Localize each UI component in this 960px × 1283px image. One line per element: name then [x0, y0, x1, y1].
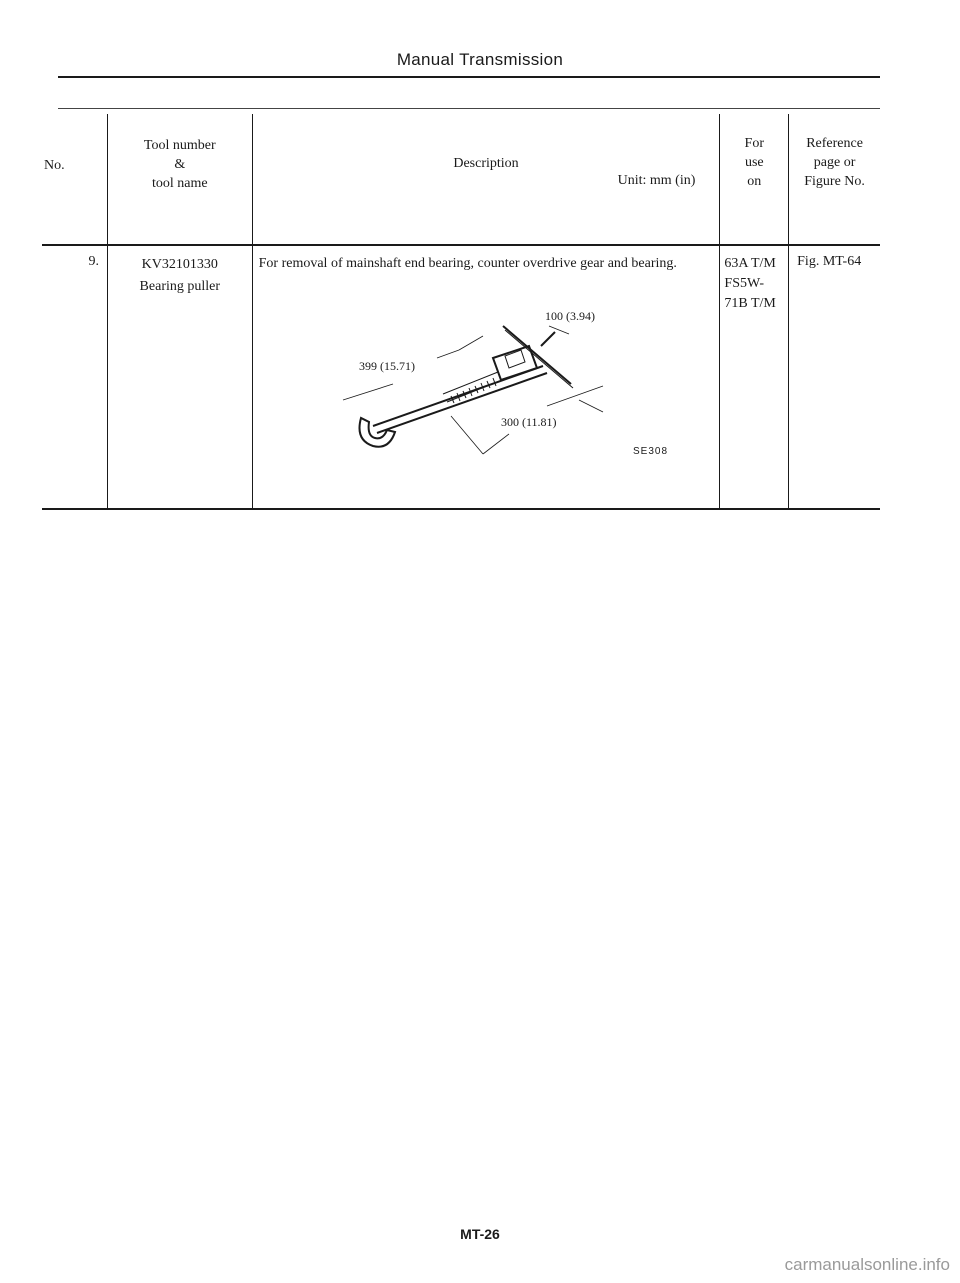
header-ref-line3: Figure No.	[804, 174, 865, 189]
dimension-label-100: 100 (3.94)	[544, 309, 595, 323]
header-tool-line3: tool name	[151, 176, 208, 191]
special-tools-table	[42, 114, 880, 510]
header-unit: Unit: mm (in)	[617, 173, 696, 188]
page-title: Manual Transmission	[396, 50, 564, 69]
description-text: For removal of mainshaft end bearing, counter overdrive gear and bearing.	[258, 256, 677, 271]
header-reference	[789, 114, 880, 245]
header-description-label: Description	[453, 156, 519, 171]
header-no: No.	[42, 114, 107, 245]
header-tool	[107, 114, 252, 245]
header-tool-line2: &	[174, 157, 186, 172]
header-use	[720, 114, 789, 245]
row-tool	[107, 245, 252, 509]
header-ref-line1: Reference	[806, 136, 863, 151]
tool-name: Bearing puller	[139, 279, 221, 294]
row-description	[252, 245, 720, 509]
dimension-label-399: 399 (15.71)	[358, 359, 415, 373]
page-number: MT-26	[460, 1226, 500, 1242]
row-use	[720, 245, 789, 509]
dimension-label-300: 300 (11.81)	[500, 415, 557, 429]
header-use-line3: on	[747, 174, 762, 189]
header-ref-line2: page or	[813, 155, 856, 170]
row-reference: Fig. MT-64	[789, 245, 880, 509]
tool-number: KV32101330	[141, 257, 218, 272]
header-use-line2: use	[744, 155, 764, 170]
row-no: 9.	[88, 254, 99, 269]
figure-code: SE308	[632, 446, 668, 456]
watermark: carmanualsonline.info	[784, 1255, 950, 1274]
bearing-puller-figure	[333, 306, 693, 456]
use-line2: FS5W-	[724, 276, 765, 291]
header-use-line1: For	[744, 136, 764, 151]
use-line1: 63A T/M	[724, 256, 776, 271]
header-description	[252, 114, 720, 245]
table-row	[42, 245, 880, 509]
header-tool-line1: Tool number	[143, 138, 216, 153]
header-rule	[58, 76, 880, 78]
use-line3: 71B T/M	[724, 296, 776, 311]
table-header-row	[42, 114, 880, 245]
table-top-rule	[58, 108, 880, 109]
